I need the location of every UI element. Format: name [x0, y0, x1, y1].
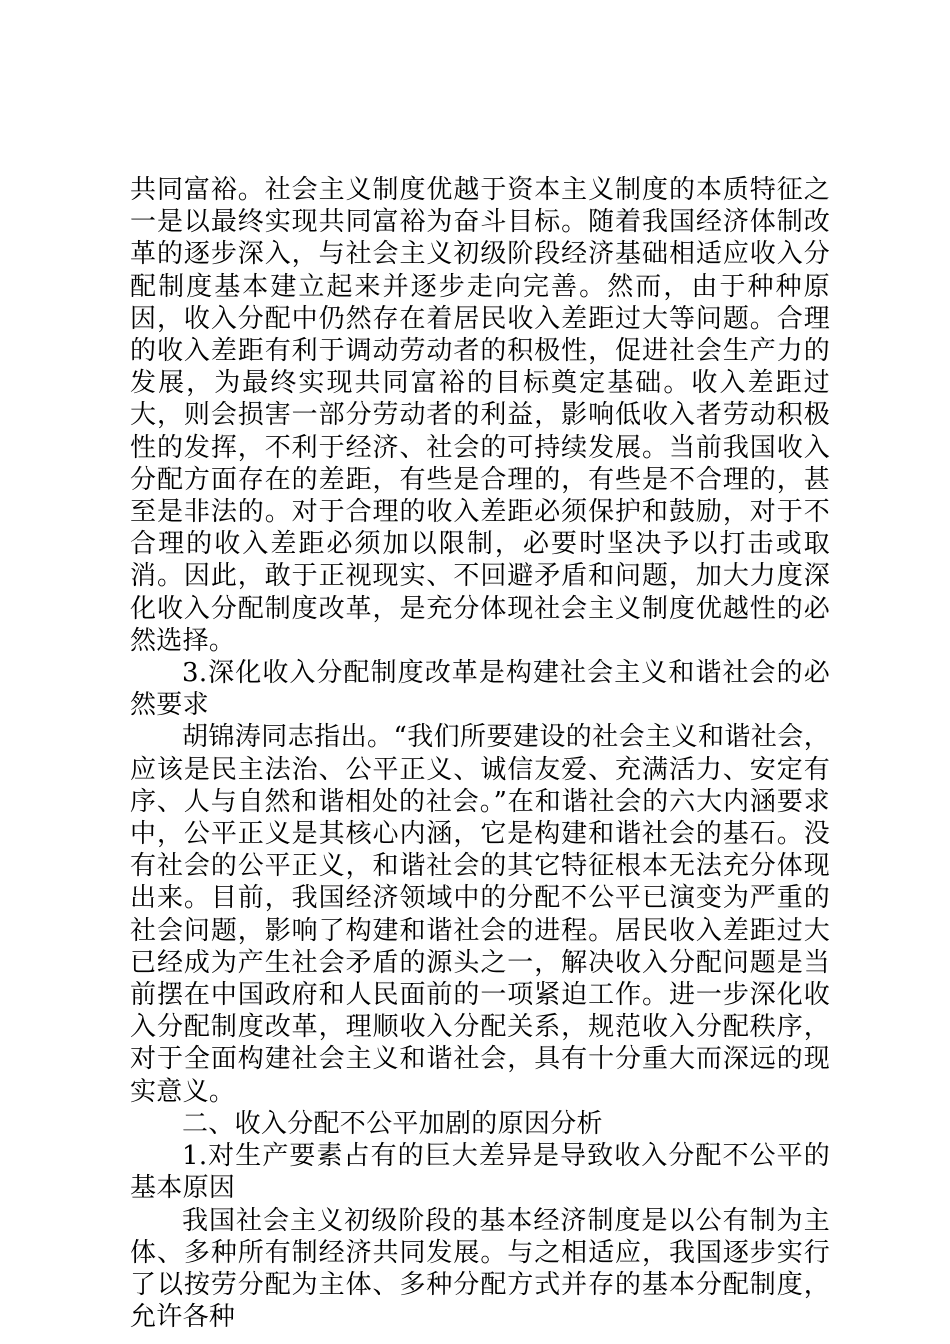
document-body [130, 174, 830, 1333]
chapter-heading-2: 二、收入分配不公平加剧的原因分析 [182, 1108, 603, 1139]
section-heading-3: 3.深化收入分配制度改革是构建社会主义和谐社会的必然要求 [130, 658, 830, 721]
paragraph-common-prosperity: 共同富裕。社会主义制度优越于资本主义制度的本质特征之一是以最终实现共同富裕为奋斗目标。随着我国经济体制改革的逐步深入，与社会主义初级阶段经济基础相适应收入分配制度基本建立起来并逐步走向完善。然而，由于种种原因，收入分配中仍然存在着居民收入差距过大等问题。合理的收入差距有利于调动劳动者的积极性，促进社会生产力的发展，为最终实现共同富裕的目标奠定基础。收入差距过大，则会损害一部分劳动者的利益，影响低收入者劳动积极性的发挥，不利于经济、社会的可持续发展。当前我国收入分配方面存在的差距，有些是合理的，有些是不合理的，甚至是非法的。对于合理的收入差距必须保护和鼓励，对于不合理的收入差距必须加以限制，必要时坚决予以打击或取消。因此，敢于正视现实、不回避矛盾和问题，加大力度深化收入分配制度改革，是充分体现社会主义制度优越性的必然选择。 [130, 175, 830, 656]
section-heading-1: 1.对生产要素占有的巨大差异是导致收入分配不公平的基本原因 [130, 1141, 830, 1204]
paragraph-harmonious-society: 胡锦涛同志指出。“我们所要建设的社会主义和谐社会，应该是民主法治、公平正义、诚信友爱、充满活力、安定有序、人与自然和谐相处的社会。”在和谐社会的六大内涵要求中，公平正义是其核心内涵，它是构建和谐社会的基石。没有社会的公平正义，和谐社会的其它特征根本无法充分体现出来。目前，我国经济领域中的分配不公平已演变为严重的社会问题，影响了构建和谐社会的进程。居民收入差距过大已经成为产生社会矛盾的源头之一，解决收入分配问题是当前摆在中国政府和人民面前的一项紧迫工作。进一步深化收入分配制度改革，理顺收入分配关系，规范收入分配秩序，对于全面构建社会主义和谐社会，具有十分重大而深远的现实意义。 [130, 722, 830, 1107]
paragraph-basic-economic-system: 我国社会主义初级阶段的基本经济制度是以公有制为主体、多种所有制经济共同发展。与之相适应，我国逐步实行了以按劳分配为主体、多种分配方式并存的基本分配制度，允许各种 [130, 1205, 830, 1333]
